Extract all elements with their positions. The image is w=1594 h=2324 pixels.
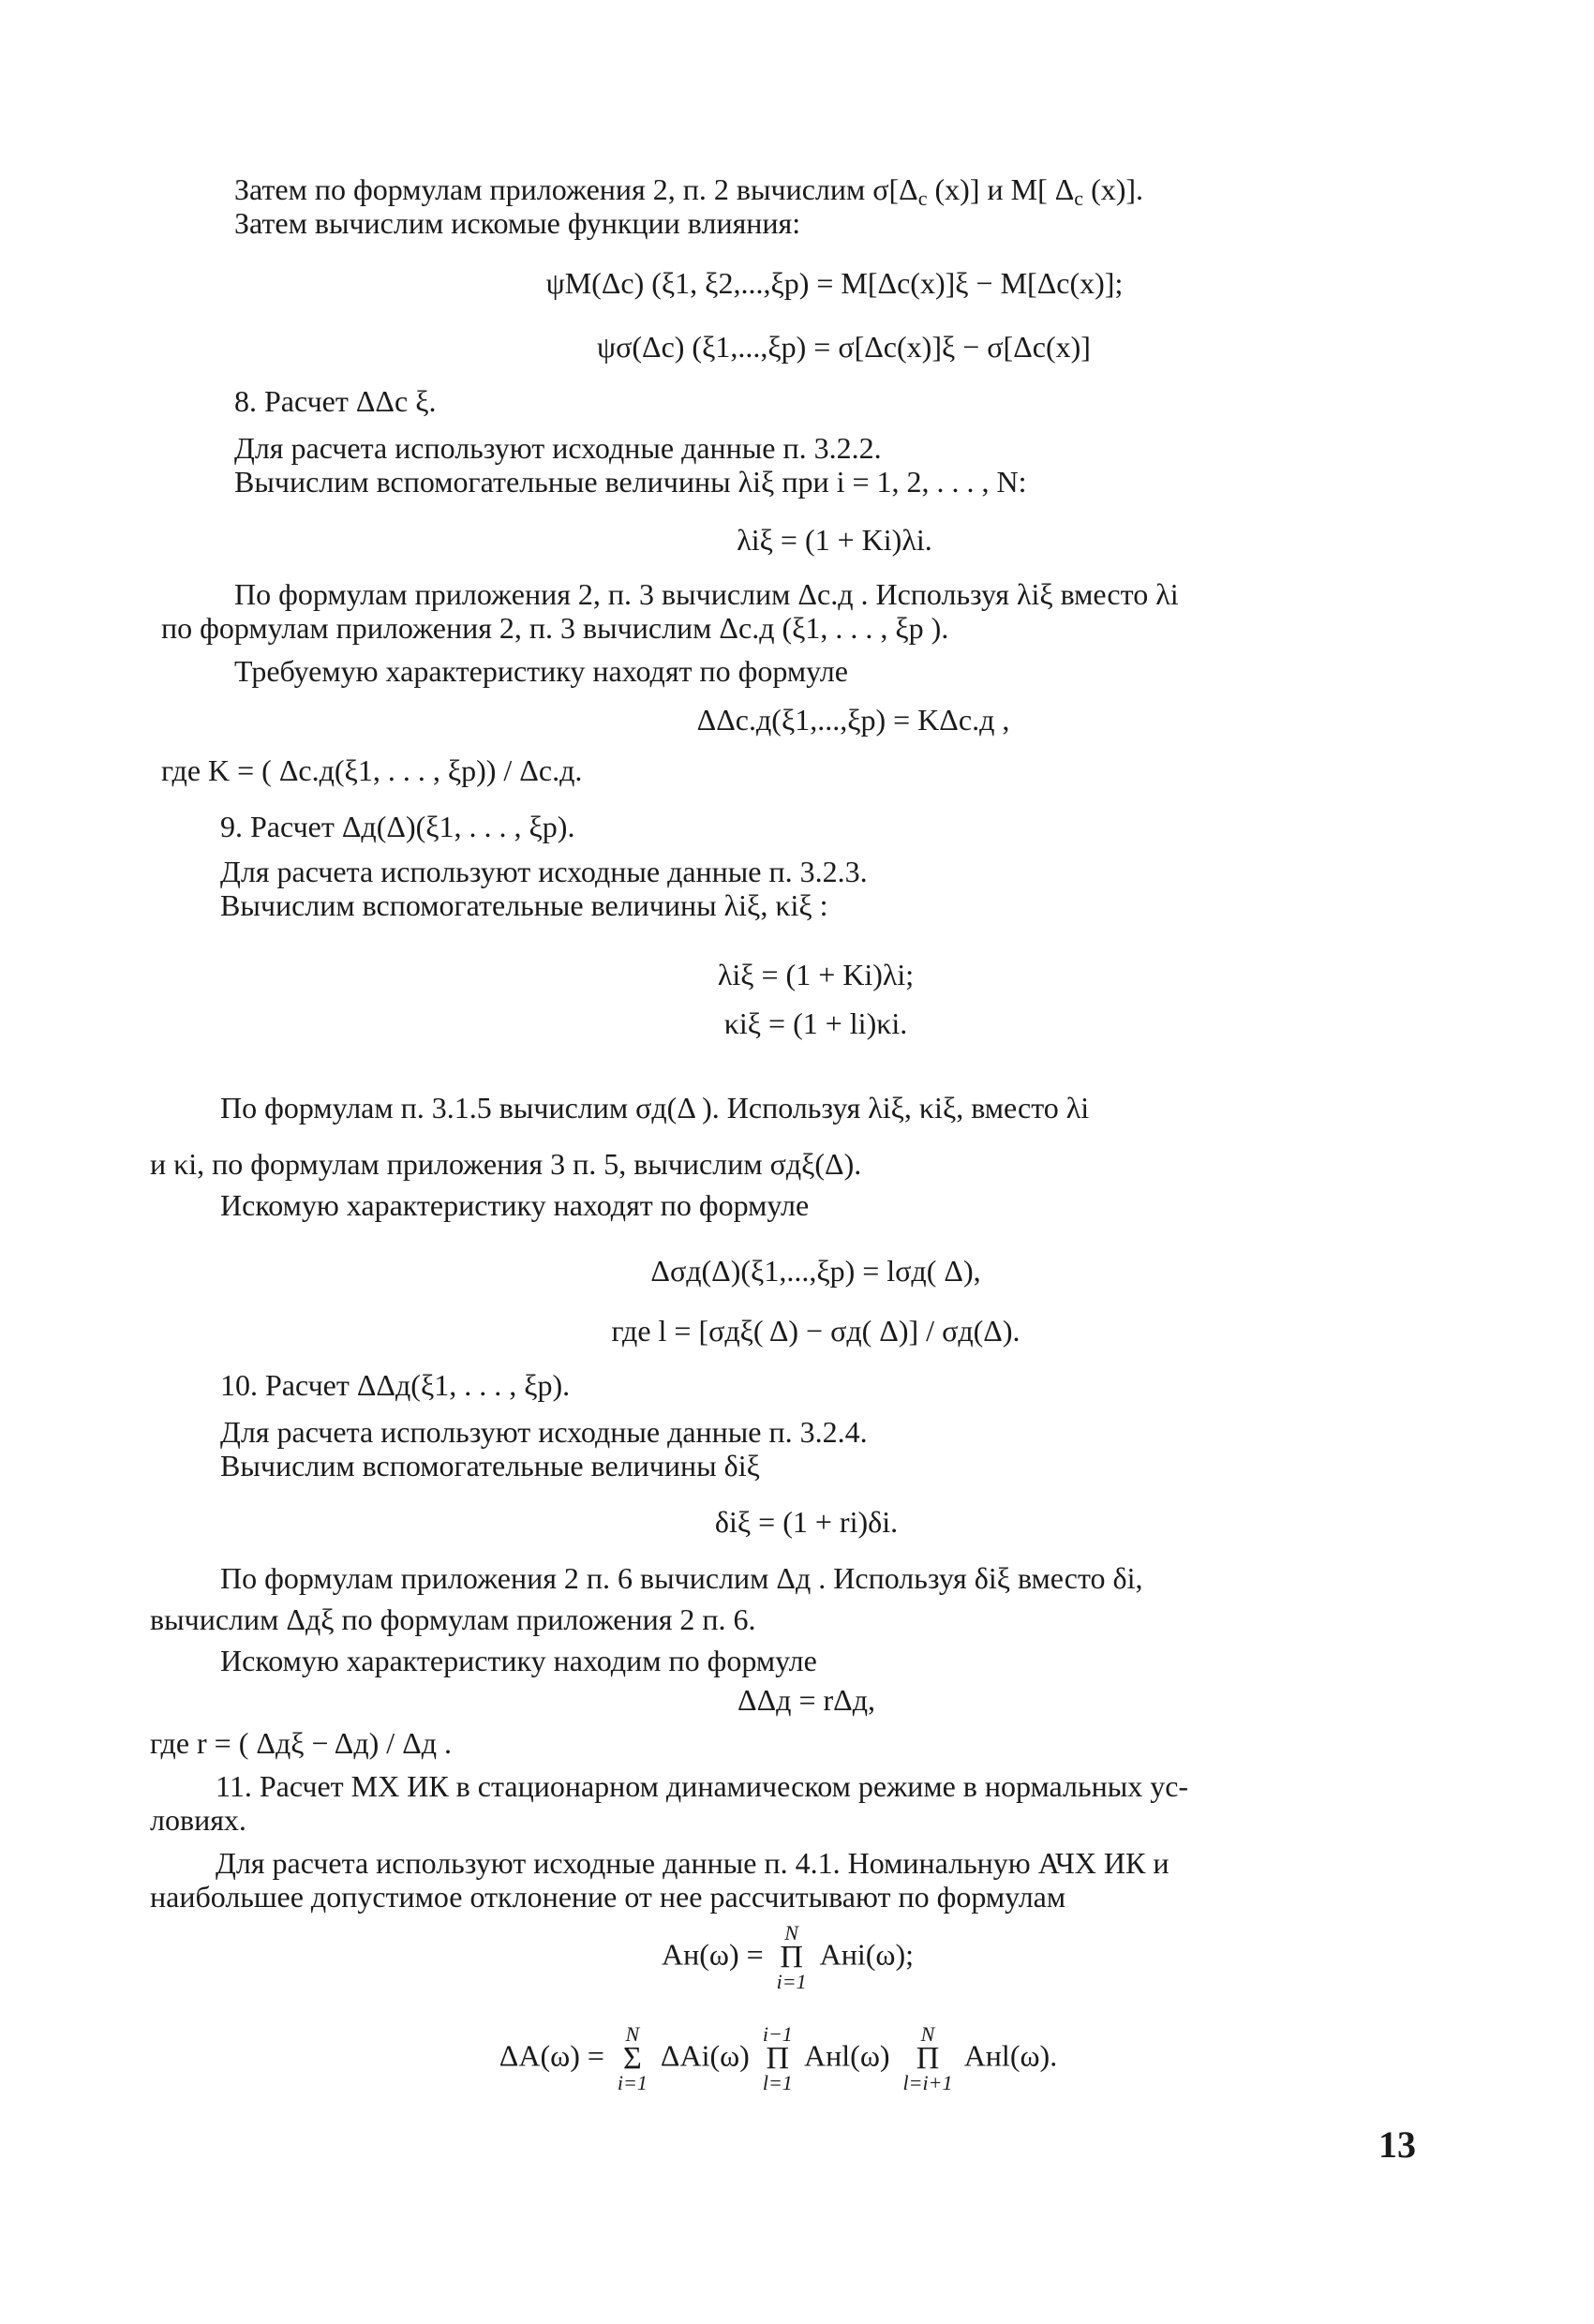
upper-limit: N [625,2022,640,2046]
formula-psi-sigma: ψσ(Δc) (ξ1,...,ξp) = σ[Δc(x)]ξ − σ[Δc(x)] [597,330,1091,364]
text-run: c [917,186,928,210]
paragraph-line: где r = ( Δдξ − Δд) / Δд . [150,1726,453,1760]
paragraph-line: Вычислим вспомогательные величины λiξ при i = 1, 2, . . . , N: [234,465,1027,499]
paragraph-line: По формулам приложения 2 п. 6 вычислим Δд . Используя δiξ вместо δi, [220,1561,1143,1595]
formula-product-a [0,1921,1585,1994]
product-operator [777,1921,807,1994]
formula-term: Aнl(ω) [804,2038,890,2073]
paragraph-line: Искомую характеристику находят по формуле [220,1188,810,1222]
text-run: c [1074,186,1084,210]
product-symbol: Π [766,2041,790,2076]
product-operator [903,2022,953,2095]
section-heading-9: 9. Расчет Δд(Δ)(ξ1, . . . , ξp). [220,810,575,843]
paragraph-line: ловиях. [150,1803,246,1837]
section-heading-11: 11. Расчет МХ ИК в стационарном динамическом режиме в нормальных ус- [216,1769,1189,1803]
paragraph-line: Для расчета используют исходные данные п. 3.2.2. [234,431,882,465]
paragraph-line: По формулам приложения 2, п. 3 вычислим Δс.д . Используя λiξ вместо λi [234,577,1179,611]
formula-sigma-d: Δσд(Δ)(ξ1,...,ξp) = lσд( Δ), [650,1254,981,1288]
formula-rhs: Aнl(ω). [963,2038,1058,2073]
paragraph-line: Требуемую характеристику находят по формуле [234,654,848,688]
paragraph-line: Для расчета используют исходные данные п. 3.2.3. [220,855,868,888]
formula-l-def: где l = [σдξ( Δ) − σд( Δ)] / σд(Δ). [611,1314,1020,1348]
paragraph-line: по формулам приложения 2, п. 3 вычислим Δс.д (ξ1, . . . , ξp ). [161,611,949,645]
product-symbol: Π [916,2041,940,2076]
upper-limit: N [920,2022,935,2046]
formula-lambda-xi: λiξ = (1 + Ki)λi; [717,958,915,991]
paragraph-line: где K = ( Δс.д(ξ1, . . . , ξp)) / Δс.д. [161,753,583,787]
formula-psi-m: ψM(Δc) (ξ1, ξ2,...,ξp) = M[Δc(x)]ξ − M[Δc(x)]; [545,266,1124,300]
product-symbol: Π [780,1940,803,1974]
section-heading-10: 10. Расчет ΔΔд(ξ1, . . . , ξp). [220,1368,571,1402]
text-run: (x)]. [1083,172,1144,206]
lower-limit: i=1 [617,2071,648,2094]
product-operator [763,2022,793,2095]
text-run: (x)] и M[ Δ [927,172,1075,206]
formula-delta-cd: ΔΔс.д(ξ1,...,ξp) = KΔс.д , [696,703,1010,737]
sum-operator [618,2022,648,2095]
lower-limit: l=i+1 [902,2071,953,2094]
paragraph-line: Вычислим вспомогательные величины δiξ [220,1449,760,1482]
upper-limit: i−1 [762,2022,793,2046]
text-run: Затем по формулам приложения 2, п. 2 вычислим σ[Δ [234,172,918,206]
paragraph-line: По формулам п. 3.1.5 вычислим σд(Δ ). Используя λiξ, κiξ, вместо λi [220,1091,1090,1125]
paragraph-line: и κi, по формулам приложения 3 п. 5, вычислим σдξ(Δ). [150,1147,862,1181]
formula-term: ΔAi(ω) [660,2038,750,2073]
upper-limit: N [784,1921,798,1944]
formula-delta-a [0,2022,1575,2095]
lower-limit: l=1 [762,2071,793,2094]
section-heading-8: 8. Расчет ΔΔc ξ. [234,384,437,418]
paragraph-line: наибольшее допустимое отклонение от нее рассчитывают по формулам [150,1880,1066,1914]
sum-symbol: Σ [622,2041,642,2076]
paragraph-line: Для расчета используют исходные данные п. 4.1. Номинальную АЧХ ИК и [216,1846,1169,1880]
paragraph-line: Для расчета используют исходные данные п. 3.2.4. [220,1415,868,1449]
lower-limit: i=1 [776,1970,807,1993]
paragraph-line: вычислим Δдξ по формулам приложения 2 п. 6. [150,1602,756,1636]
page-number: 13 [1378,2123,1416,2166]
formula-r: ΔΔд = rΔд, [737,1683,875,1717]
paragraph-line: Затем вычислим искомые функции влияния: [234,206,801,240]
formula-rhs: Aнi(ω); [819,1937,914,1972]
formula-delta-xi: δiξ = (1 + ri)δi. [714,1505,899,1539]
formula-kappa-xi: κiξ = (1 + li)κi. [723,1006,908,1040]
formula-lhs: ΔA(ω) = [499,2038,604,2073]
formula-lambda: λiξ = (1 + Ki)λi. [737,523,932,557]
paragraph-line: Искомую характеристику находим по формуле [220,1644,817,1677]
paragraph-line: Вычислим вспомогательные величины λiξ, κiξ : [220,888,828,922]
formula-lhs: Aн(ω) = [661,1937,764,1972]
